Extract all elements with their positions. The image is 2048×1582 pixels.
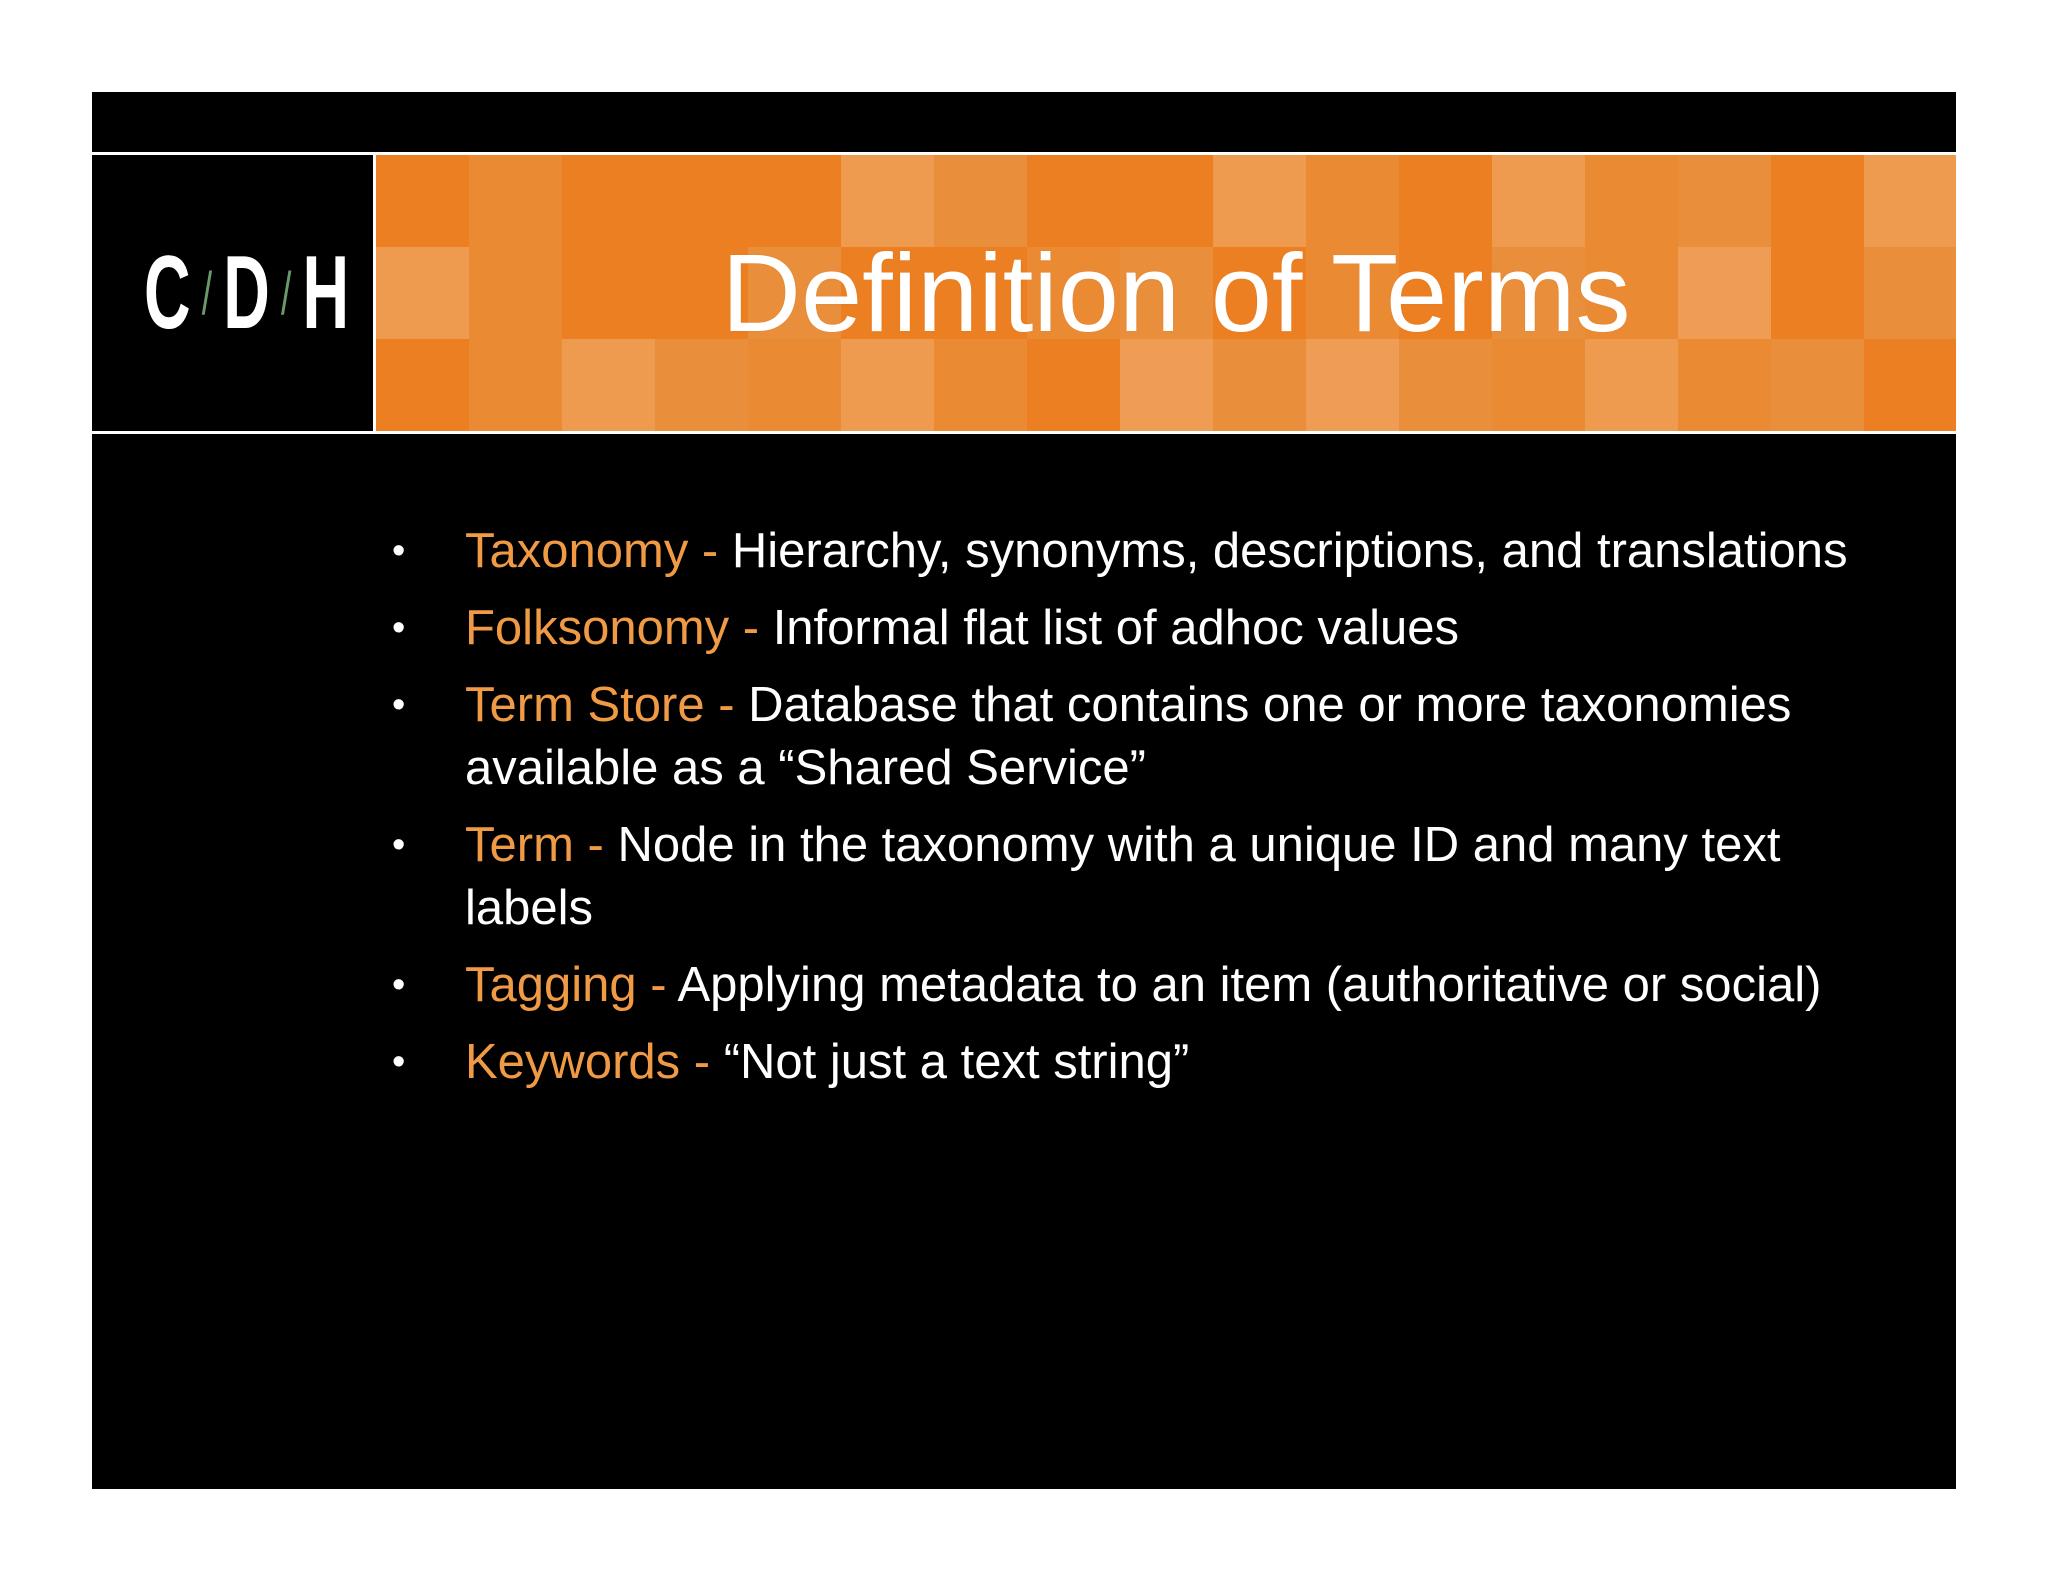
title-banner [373, 155, 1956, 431]
cdh-logo [144, 234, 350, 351]
slide [92, 92, 1956, 1489]
list-item [392, 674, 1852, 800]
term-definition: Applying metadata to an item (authoritative or social) [666, 958, 1822, 1012]
term-label: Keywords - [465, 1035, 711, 1089]
term-label: Taxonomy - [465, 524, 719, 578]
term-definition: Node in the taxonomy with a unique ID and many text labels [465, 818, 1781, 935]
list-item [392, 814, 1852, 940]
bullet-icon: • [392, 607, 406, 649]
list-item [392, 597, 1852, 660]
definition-list [392, 520, 1852, 1108]
logo-separator: / [201, 259, 213, 327]
logo-separator: / [280, 259, 292, 327]
logo-box [92, 155, 373, 431]
list-item [392, 520, 1852, 583]
term-label: Term Store - [465, 678, 735, 732]
term-definition: “Not just a text string” [710, 1035, 1190, 1089]
term-label: Tagging - [465, 958, 667, 1012]
logo-letter-d: D [223, 234, 270, 351]
slide-title: Definition of Terms [721, 231, 1631, 355]
logo-letter-c: C [144, 234, 191, 351]
bullet-icon: • [392, 1041, 406, 1083]
list-item [392, 954, 1852, 1017]
list-item [392, 1031, 1852, 1094]
term-label: Term - [465, 818, 604, 872]
bullet-icon: • [392, 824, 406, 866]
bullet-icon: • [392, 530, 406, 572]
header-band [92, 152, 1956, 434]
bullet-icon: • [392, 964, 406, 1006]
bullet-icon: • [392, 684, 406, 726]
term-definition: Informal flat list of adhoc values [759, 601, 1460, 655]
term-definition: Database that contains one or more taxonomies available as a “Shared Service” [465, 678, 1792, 795]
logo-letter-h: H [302, 234, 350, 351]
term-label: Folksonomy - [465, 601, 760, 655]
term-definition: Hierarchy, synonyms, descriptions, and translations [718, 524, 1848, 578]
